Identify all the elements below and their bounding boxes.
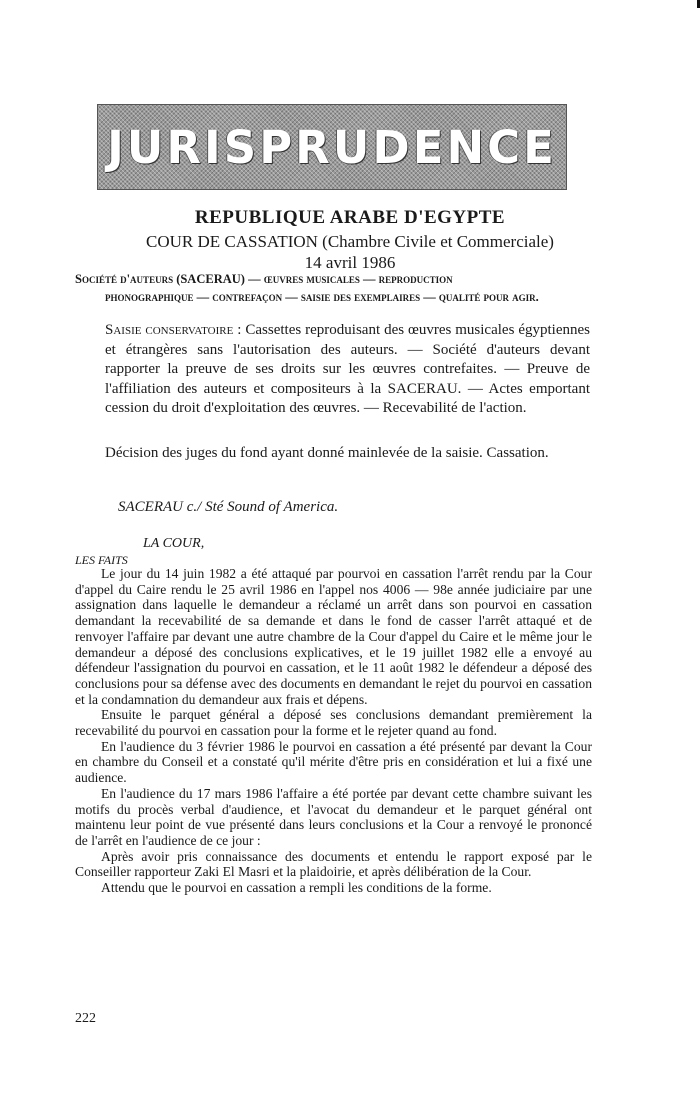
la-cour-heading: LA COUR, (143, 536, 205, 551)
body-paragraph: Le jour du 14 juin 1982 a été attaqué par pourvoi en cassation l'arrêt rendu par la Cour d'appel du Caire rendu le 25 avril 1986 en l'appel nos 4006 — 98e année judiciaire par une assignation dans laquelle le demandeur a réclamé un arrêt dans son pourvoi en cassation demandant la recevabilité de sa demande et dans le fond de casser l'arrêt attaqué et de renvoyer l'affaire par devant une autre chambre de la Cour d'appel du Caire et le même jour le demandeur a déposé des conclusions explicatives, et le 19 juillet 1982 elle a envoyé au défendeur l'assignation du pourvoi en cassation, et le 11 août 1982 le défendeur a déposé des conclusions pour sa défense avec des documents en demandant le rejet du pourvoi en cassation et la condamnation du demandeur aux frais et dépens. (75, 566, 592, 707)
country-heading: REPUBLIQUE ARABE D'EGYPTE (194, 207, 506, 228)
keywords-line-1: Société d'auteurs (SACERAU) — œuvres musicales — reproduction (75, 272, 453, 286)
body-paragraph: Après avoir pris connaissance des documents et entendu le rapport exposé par le Conseiller rapporteur Zaki El Masri et la plaidoirie, et après délibération de la Cour. (75, 848, 592, 880)
banner-title: JURISPRUDENCE (107, 121, 557, 174)
decision-date: 14 avril 1986 (304, 253, 396, 272)
summary-decision: Décision des juges du fond ayant donné mainlevée de la saisie. Cassation. (105, 445, 549, 461)
body-paragraph: En l'audience du 17 mars 1986 l'affaire a été portée par devant cette chambre suivant les motifs du procès verbal d'audience, et l'avocat du demandeur et le parquet général ont maintenu leur point de vue présenté dans leurs conclusions et la Cour a renvoyé le prononcé de l'arrêt en l'audience de ce jour : (75, 785, 592, 848)
body-paragraph: En l'audience du 3 février 1986 le pourvoi en cassation a été présenté par devant la Cour en chambre du Conseil et a constaté qu'il mérite d'être pris en considération et lui a fixé une audience. (75, 738, 592, 786)
keywords-line-2: phonographique — contrefaçon — saisie des exemplaires — qualité pour agir. (105, 290, 539, 304)
page-number: 222 (75, 1011, 96, 1026)
summary-keywords (75, 270, 592, 306)
les-faits-heading: LES FAITS (75, 553, 128, 567)
saisie-label: Saisie conservatoire : (105, 322, 242, 338)
summary-saisie (105, 321, 590, 419)
body-paragraph: Ensuite le parquet général a déposé ses conclusions demandant premièrement la recevabilité du pourvoi en cassation pour la forme et le rejeter quand au fond. (75, 707, 592, 739)
parties-line: SACERAU c./ Sté Sound of America. (118, 499, 339, 515)
body-paragraph: Attendu que le pourvoi en cassation a rempli les conditions de la forme. (101, 880, 492, 896)
jurisprudence-banner (97, 104, 567, 190)
saisie-text: Cassettes reproduisant des œuvres musicales égyptiennes et étrangères sans l'autorisation des auteurs. — Société d'auteurs devant rapporter la preuve de ses droits sur les œuvres contrefaites. — Preuve de l'affiliation des auteurs et compositeurs à la SACERAU. — Actes emportant cession du droit d'exploitation des œuvres. — Recevabilité de l'action. (105, 322, 590, 416)
decision-body (75, 566, 592, 896)
court-heading: COUR DE CASSATION (Chambre Civile et Commerciale) (146, 232, 554, 251)
